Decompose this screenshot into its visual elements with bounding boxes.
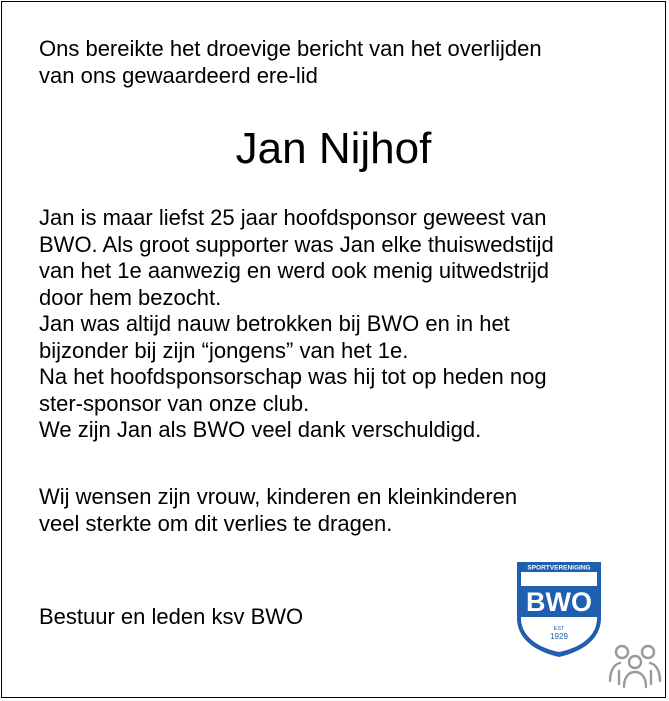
tribute-text — [39, 205, 554, 444]
deceased-name: Jan Nijhof — [235, 124, 432, 173]
logo-top-text: SPORTVERENIGING — [527, 564, 591, 572]
intro-line: van ons gewaardeerd ere-lid — [39, 62, 318, 88]
condolence-text — [39, 484, 517, 537]
tribute-line: Jan is maar liefst 25 jaar hoofdsponsor geweest van — [39, 205, 547, 230]
tribute-line: van het 1e aanwezig en werd ook menig uitwedstrijd — [39, 258, 549, 283]
intro-text — [39, 36, 542, 89]
tribute-line: Na het hoofdsponsorschap was hij tot op heden nog — [39, 364, 547, 389]
intro-line: Ons bereikte het droevige bericht van het overlijden — [39, 36, 542, 61]
tribute-line: bijzonder bij zijn “jongens” van het 1e. — [39, 337, 409, 363]
logo-est-label: EST — [553, 626, 565, 632]
tribute-line: Jan was altijd nauw betrokken bij BWO en in het — [39, 311, 510, 336]
signature: Bestuur en leden ksv BWO — [39, 604, 304, 629]
logo-year: 1929 — [550, 632, 568, 641]
tribute-line: ster-sponsor van onze club. — [39, 390, 310, 416]
tribute-line: door hem bezocht. — [39, 284, 222, 310]
logo-letters: BWO — [526, 587, 592, 617]
tribute-line: We zijn Jan als BWO veel dank verschuldigd. — [39, 417, 482, 442]
condolence-line: Wij wensen zijn vrouw, kinderen en kleinkinderen — [39, 484, 518, 509]
people-group-icon — [607, 643, 663, 689]
condolence-line: veel sterkte om dit verlies te dragen. — [39, 510, 393, 536]
tribute-line: BWO. Als groot supporter was Jan elke thuiswedstijd — [39, 231, 554, 257]
club-logo — [515, 560, 603, 658]
